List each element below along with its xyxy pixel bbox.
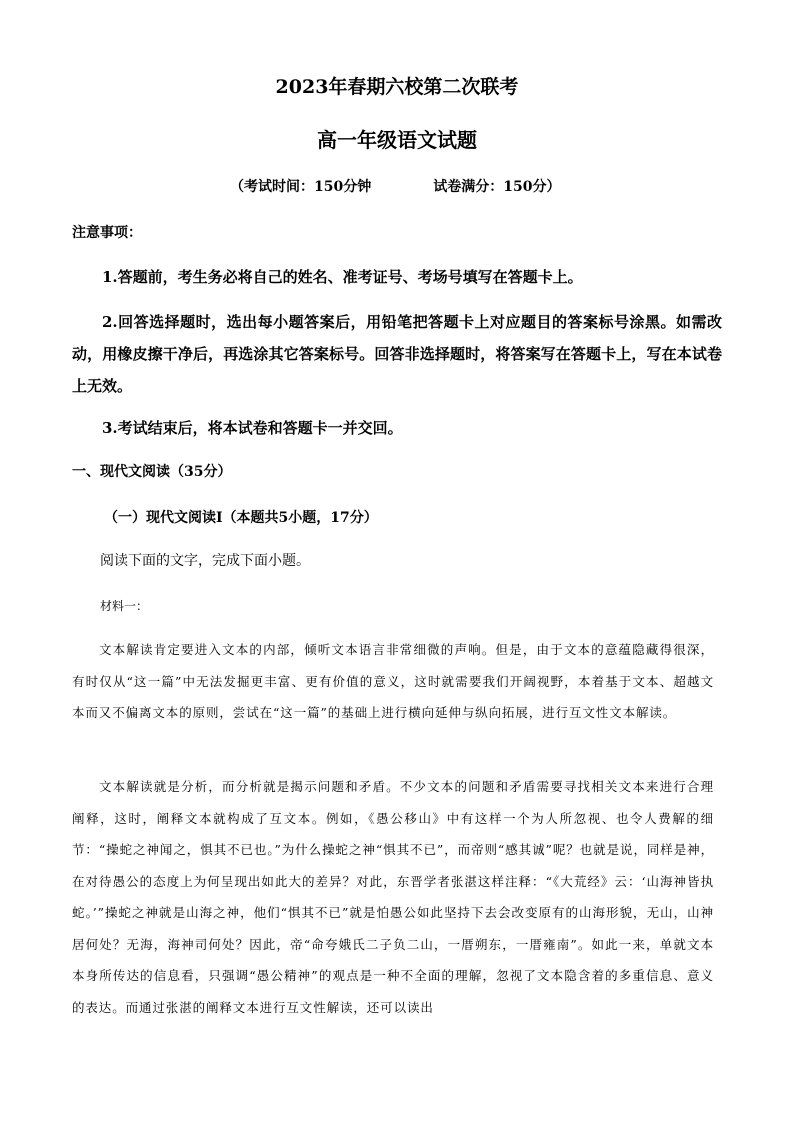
subsection-heading: （一）现代文阅读Ⅰ（本题共5小题，17分） — [104, 510, 378, 526]
notice-heading: 注意事项： — [72, 225, 142, 241]
exam-subtitle: 高一年级语文试题 — [317, 128, 477, 152]
notice-item: 1.答题前，考生务必将自己的姓名、准考证号、考场号填写在答题卡上。 — [102, 268, 583, 286]
notice-item: 3.考试结束后，将本试卷和答题卡一并交回。 — [102, 419, 403, 437]
section-heading: 一、现代文阅读（35分） — [72, 464, 232, 480]
passage-paragraph: 文本解读就是分析，而分析就是揭示问题和矛盾。不少文本的问题和矛盾需要寻找相关文本来进行合理阐释，这时，阐释文本就构成了互文本。例如，《愚公移山》中有这样一个为人所忽视、也令人费解的细节：“操蛇之神闻之，惧其不已也。”为什么操蛇之神“惧其不已”，而帝则“感其诚”呢？也就是说，同样是神，在对待愚公的态度上为何呈现出如此大的差异？对此，东晋学者张湛这样注释：“《大荒经》云：‘山海神皆执蛇。’”操蛇之神就是山海之神，他们“惧其不已”就是怕愚公如此坚持下去会改变原有的山海形貌，无山，山神居何处？无海，海神司何处？因此，帝“命夸娥氏二子负二山，一厝朔东，一厝雍南”。如此一来，单就文本本身所传达的信息看，只强调“愚公精神”的观点是一种不全面的理解，忽视了文本隐含着的多重信息、意义的表达。而通过张湛的阐释文本进行互文性解读，还可以读出 — [72, 779, 714, 1015]
exam-title: 2023年春期六校第二次联考 — [275, 76, 519, 98]
exam-time: （考试时间：150分钟 — [230, 179, 372, 195]
material-label: 材料一： — [100, 599, 149, 613]
reading-instruction: 阅读下面的文字，完成下面小题。 — [100, 553, 310, 569]
exam-full-score: 试卷满分：150分） — [433, 179, 561, 195]
passage-paragraph: 文本解读肯定要进入文本的内部，倾听文本语言非常细微的声响。但是，由于文本的意蕴隐藏得很深，有时仅从“这一篇”中无法发掘更丰富、更有价值的意义，这时就需要我们开阔视野，本着基于文本、超越文本而又不偏离文本的原则，尝试在“这一篇”的基础上进行横向延伸与纵向拓展，进行互文性文本解读。 — [72, 642, 714, 720]
notice-item: 2.回答选择题时，选出每小题答案后，用铅笔把答题卡上对应题目的答案标号涂黑。如需改动，用橡皮擦干净后，再选涂其它答案标号。回答非选择题时，将答案写在答题卡上，写在本试卷上无效。 — [72, 313, 722, 395]
exam-info — [230, 176, 560, 196]
